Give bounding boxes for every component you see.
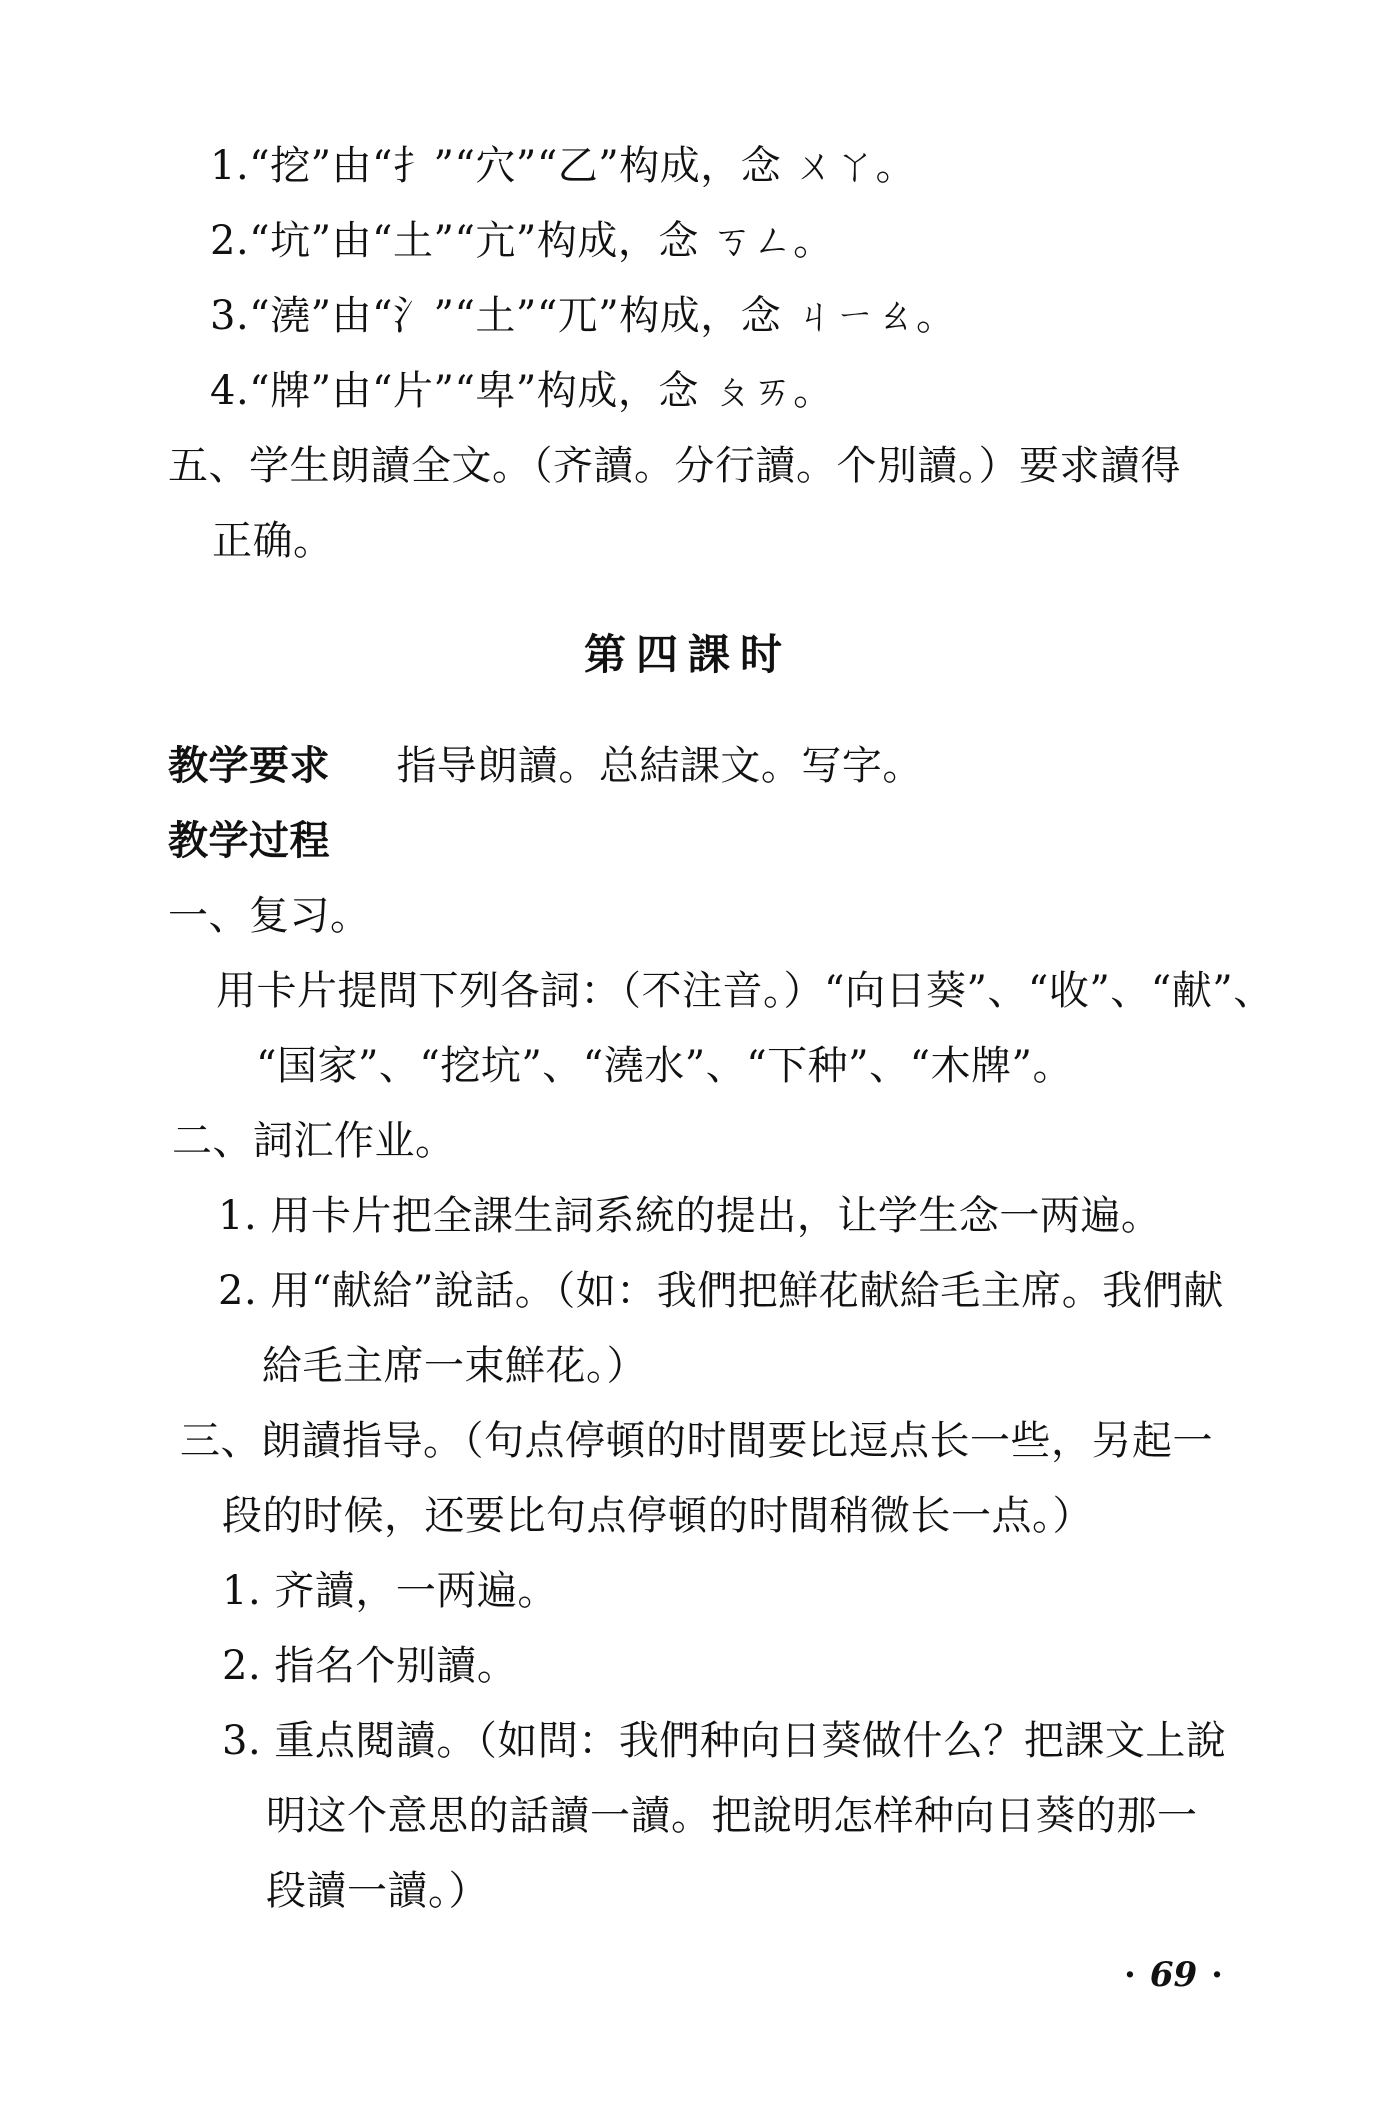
text-line: 段的时候，还要比句点停頓的时間稍微长一点。） bbox=[222, 1493, 1093, 1539]
text-line: 明这个意思的話讀一讀。把說明怎样种向日葵的那一 bbox=[266, 1793, 1198, 1839]
requirements-line bbox=[168, 738, 923, 794]
text-line: 1.“挖”由“扌”“穴”“乙”构成，念 ㄨㄚ。 bbox=[210, 143, 916, 189]
requirements-label: 教学要求 bbox=[168, 742, 330, 789]
text-line: 4.“牌”由“片”“卑”构成，念 ㄆㄞ。 bbox=[210, 368, 834, 414]
text-line: “国家”、“挖坑”、“澆水”、“下种”、“木牌”。 bbox=[256, 1043, 1073, 1089]
page-number-value: 69 bbox=[1149, 1955, 1198, 1995]
text-line: 二、詞汇作业。 bbox=[172, 1118, 456, 1164]
text-line: 五、学生朗讀全文。（齐讀。分行讀。个別讀。）要求讀得 bbox=[168, 443, 1181, 489]
text-line: 2.“坑”由“土”“亢”构成，念 ㄎㄥ。 bbox=[210, 218, 834, 264]
text-line: 2. 指名个别讀。 bbox=[222, 1643, 518, 1689]
text-line: 3.“澆”由“氵”“土”“兀”构成，念 ㄐㄧㄠ。 bbox=[210, 293, 957, 339]
text-line: 給毛主席一束鮮花。） bbox=[262, 1343, 647, 1389]
dot-icon: · bbox=[1211, 1955, 1224, 1995]
requirements-text: 指导朗讀。总結課文。写字。 bbox=[396, 743, 923, 789]
text-line: 段讀一讀。） bbox=[266, 1868, 489, 1914]
text-line: 1. 用卡片把全課生詞系統的提出，让学生念一两遍。 bbox=[218, 1193, 1162, 1239]
text-line: 一、复习。 bbox=[168, 893, 371, 939]
page-number bbox=[1110, 1950, 1237, 2000]
text-line: 2. 用“献給”說話。（如：我們把鮮花献給毛主席。我們献 bbox=[218, 1268, 1224, 1314]
section-heading: 第四課时 bbox=[583, 630, 792, 679]
text-line: 三、朗讀指导。（句点停頓的时間要比逗点长一些，另起一 bbox=[180, 1418, 1213, 1464]
text-line: 正确。 bbox=[212, 518, 334, 564]
text-line: 1. 齐讀，一两遍。 bbox=[222, 1568, 558, 1614]
process-label: 教学过程 bbox=[168, 817, 330, 864]
text-line: 用卡片提問下列各詞：（不注音。）“向日葵”、“收”、“献”、 bbox=[216, 968, 1274, 1014]
dot-icon: · bbox=[1124, 1955, 1136, 1995]
text-line: 3. 重点閱讀。（如問：我們种向日葵做什么？把課文上說 bbox=[222, 1718, 1227, 1764]
